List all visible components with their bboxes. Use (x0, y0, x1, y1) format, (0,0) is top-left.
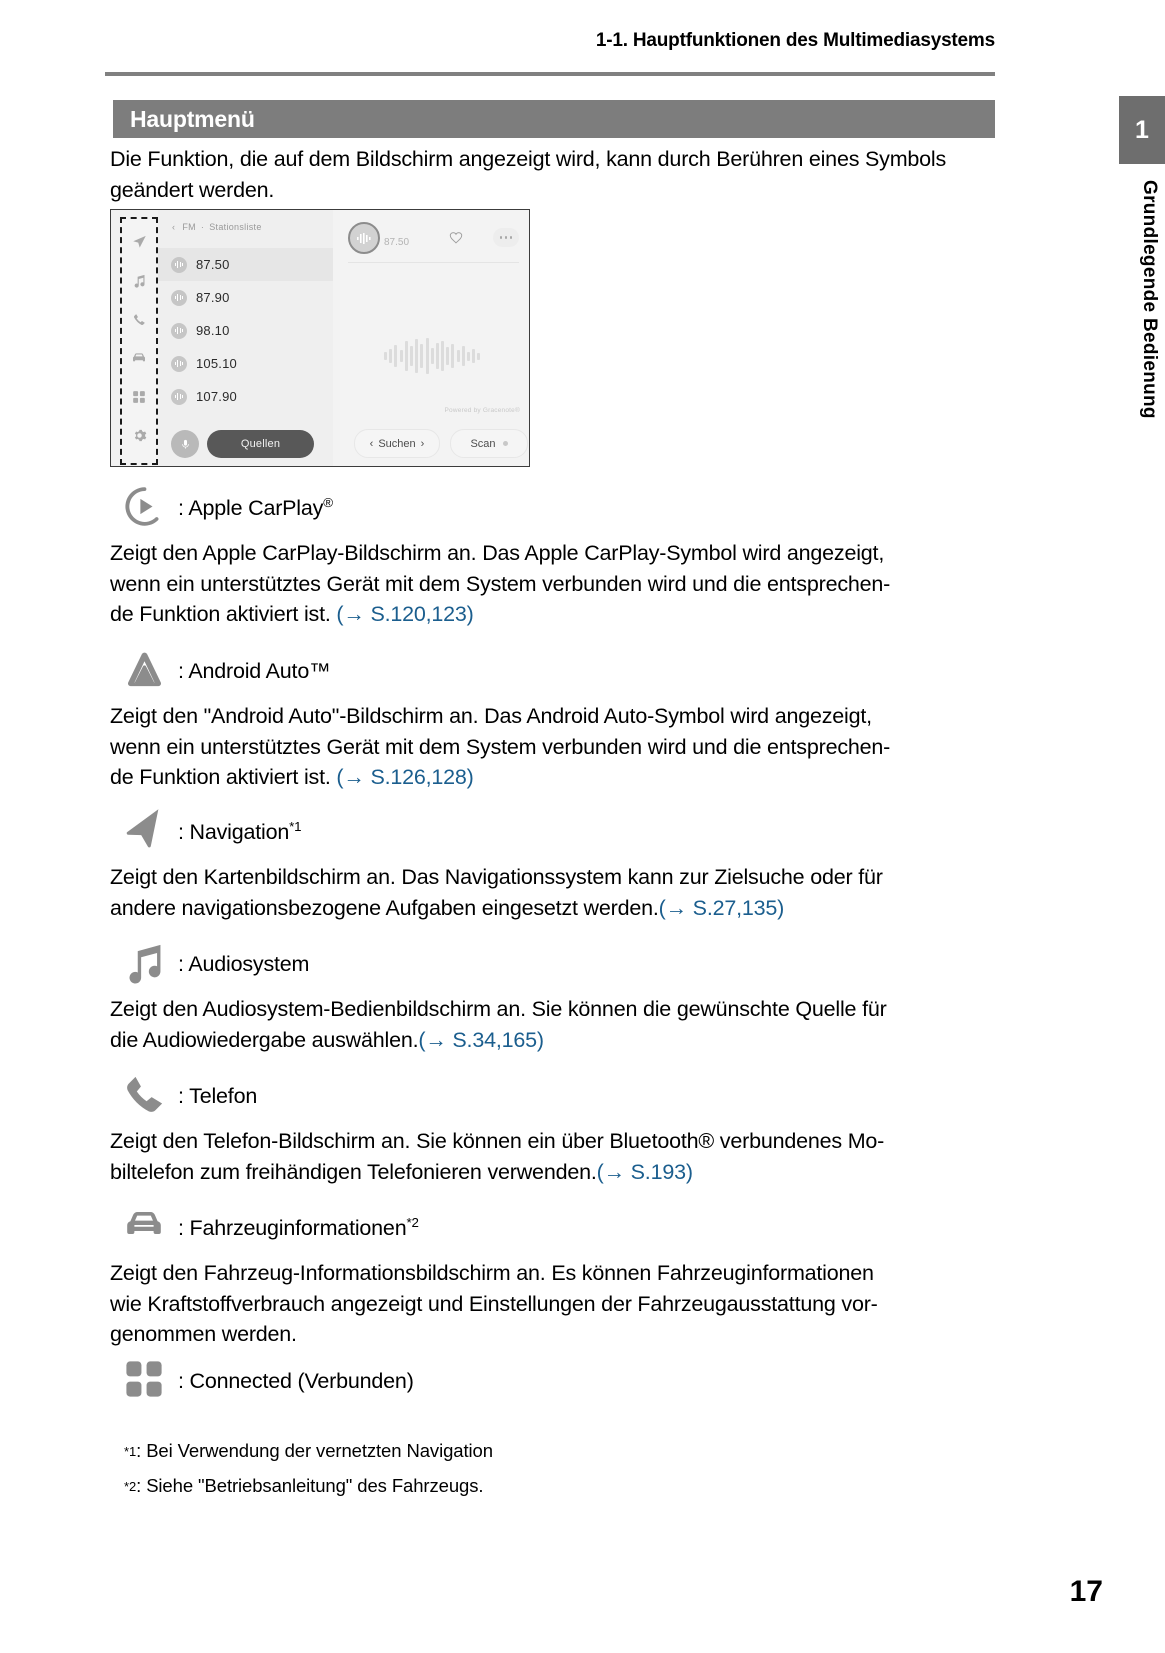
body-line: wenn ein unterstütztes Gerät mit dem System verbunden wird und die entsprechen- (110, 734, 891, 759)
music-note-icon[interactable] (132, 273, 147, 293)
chevron-right-icon: › (420, 437, 425, 450)
station-icon (171, 257, 187, 273)
entry-label: : Connected (Verbunden) (178, 1369, 414, 1393)
station-frequency: 87.90 (196, 290, 230, 305)
entry-label: : Navigation$^{*1}$ (178, 818, 302, 844)
scan-button-label: Scan (470, 437, 496, 450)
entry-body-navigation (110, 862, 1000, 923)
body-line: biltelefon zum freihändigen Telefonieren verwenden. (110, 1159, 597, 1184)
entry-body-apple-carplay (110, 538, 1000, 630)
body-line: Zeigt den Kartenbildschirm an. Das Navigationssystem kann zur Zielsuche oder für (110, 865, 883, 889)
breadcrumb-separator: · (200, 222, 205, 232)
car-icon (110, 1202, 178, 1250)
station-row[interactable] (158, 314, 333, 347)
android-auto-icon (110, 645, 178, 693)
station-icon (171, 290, 187, 306)
grid-connected-icon[interactable] (132, 390, 146, 409)
page-reference: (→ S.193) (596, 1159, 693, 1184)
entry-android-auto (110, 645, 330, 693)
station-icon (171, 356, 187, 372)
section-title-bar (113, 100, 995, 138)
entry-fahrzeuginformationen (110, 1202, 419, 1250)
body-line: wenn ein unterstütztes Gerät mit dem System verbunden wird und die entsprechen- (110, 571, 891, 596)
station-row[interactable] (158, 281, 333, 314)
chapter-title-vertical: Grundlegende Bedienung (1139, 180, 1160, 419)
chevron-left-icon: ‹ (369, 437, 374, 450)
audio-waveform-icon (384, 338, 480, 374)
body-line: Zeigt den Telefon-Bildschirm an. Sie können ein über Bluetooth® verbundenes Mo- (110, 1129, 885, 1153)
phone-icon (110, 1070, 178, 1118)
entry-telefon (110, 1070, 257, 1118)
search-button[interactable] (354, 429, 440, 458)
now-playing-frequency: 87.50 (384, 237, 410, 248)
more-dots-icon[interactable] (493, 228, 519, 247)
body-line: Zeigt den "Android Auto"-Bildschirm an. Das Android Auto-Symbol wird angezeigt, (110, 704, 872, 728)
entry-connected (110, 1355, 414, 1403)
station-row[interactable] (158, 248, 333, 281)
music-note-icon (110, 938, 178, 986)
apple-carplay-icon (110, 482, 178, 530)
body-line: wie Kraftstoffverbrauch angezeigt und Einstellungen der Fahrzeugausstattung vor- (110, 1291, 878, 1316)
page-reference: (→ S.126,128) (336, 765, 474, 789)
page-reference: (→ S.27,135) (658, 895, 785, 920)
station-row[interactable] (158, 380, 333, 413)
page-reference: (→ S.34,165) (418, 1027, 544, 1052)
body-line: genommen werden. (110, 1322, 297, 1346)
footnote-1 (124, 1440, 493, 1462)
entry-label: : Apple CarPlay® (178, 494, 333, 520)
entry-label: : Audiosystem (178, 952, 310, 976)
body-line: Zeigt den Audiosystem-Bedienbildschirm an. Sie können die gewünschte Quelle für (110, 997, 887, 1021)
heart-icon[interactable] (449, 231, 463, 250)
back-chevron-icon[interactable]: ‹ (172, 222, 176, 232)
station-frequency: 98.10 (196, 323, 230, 338)
car-icon[interactable] (131, 350, 147, 371)
grid-connected-icon (110, 1355, 178, 1403)
entry-label: : Fahrzeuginformationen$^{*2}$ (178, 1214, 419, 1240)
scan-status-led (503, 441, 508, 446)
body-line: die Audiowiedergabe auswählen. (110, 1027, 419, 1052)
body-line: de Funktion aktiviert ist. (110, 765, 337, 789)
screenshot-breadcrumb (172, 222, 262, 232)
gracenote-credit: Powered by Gracenote® (444, 407, 520, 414)
footnote-2 (124, 1475, 483, 1497)
breadcrumb-source: FM (182, 222, 196, 232)
page-title: Hauptmenü (130, 106, 255, 132)
mic-icon[interactable] (171, 430, 199, 458)
entry-body-audiosystem (110, 994, 1000, 1055)
page-number: 17 (1069, 1575, 1103, 1608)
station-row[interactable] (158, 347, 333, 380)
entry-label: : Telefon (178, 1084, 258, 1108)
footnote-text: Siehe "Betriebsanleitung" des Fahrzeugs. (146, 1475, 484, 1496)
footnote-text: Bei Verwendung der vernetzten Navigation (146, 1440, 493, 1461)
breadcrumb-page: Stationsliste (209, 222, 262, 232)
entry-navigation (110, 806, 301, 854)
station-icon (171, 323, 187, 339)
entry-body-telefon (110, 1126, 1000, 1187)
screenshot-main (158, 210, 529, 466)
navigation-arrow-icon[interactable] (132, 234, 147, 254)
entry-body-fahrzeuginformationen (110, 1258, 1000, 1350)
footnote-separator: : (136, 1475, 142, 1496)
entry-apple-carplay (110, 482, 333, 530)
station-frequency: 87.50 (196, 257, 230, 272)
footnote-mark: *2 (124, 1479, 137, 1494)
entry-audiosystem (110, 938, 309, 986)
chapter-number: 1 (1135, 116, 1149, 144)
scan-button[interactable] (450, 429, 528, 458)
entry-label: : Android Auto™ (178, 659, 331, 683)
sources-button[interactable]: Quellen (207, 430, 314, 458)
entry-body-android-auto (110, 701, 1000, 793)
footnote-separator: : (136, 1440, 142, 1461)
phone-icon[interactable] (132, 312, 147, 332)
header-divider (105, 72, 995, 76)
station-frequency: 107.90 (196, 389, 237, 404)
now-playing-disc-icon (348, 222, 380, 254)
now-playing-bar (348, 222, 519, 263)
body-line: de Funktion aktiviert ist. (110, 602, 337, 626)
breadcrumb: 1-1. Hauptfunktionen des Multimediasystems (595, 30, 995, 51)
screenshot-sidebar (120, 217, 158, 465)
chapter-tab (1119, 96, 1165, 164)
section-intro: Die Funktion, die auf dem Bildschirm angezeigt wird, kann durch Berühren eines Symbols geändert werden. (110, 147, 947, 202)
gear-icon[interactable] (132, 428, 147, 448)
page-reference: (→ S.120,123) (336, 602, 474, 626)
body-line: Zeigt den Fahrzeug-Informationsbildschirm an. Es können Fahrzeuginformationen (110, 1261, 874, 1285)
body-line: andere navigationsbezogene Aufgaben eingesetzt werden. (110, 895, 659, 920)
body-line: Zeigt den Apple CarPlay-Bildschirm an. Das Apple CarPlay-Symbol wird angezeigt, (110, 541, 885, 565)
search-button-label: Suchen (378, 437, 416, 450)
station-icon (171, 389, 187, 405)
navigation-arrow-icon (110, 806, 178, 854)
footnote-mark: *1 (124, 1444, 137, 1459)
station-frequency: 105.10 (196, 356, 237, 371)
infotainment-screenshot (110, 209, 530, 467)
